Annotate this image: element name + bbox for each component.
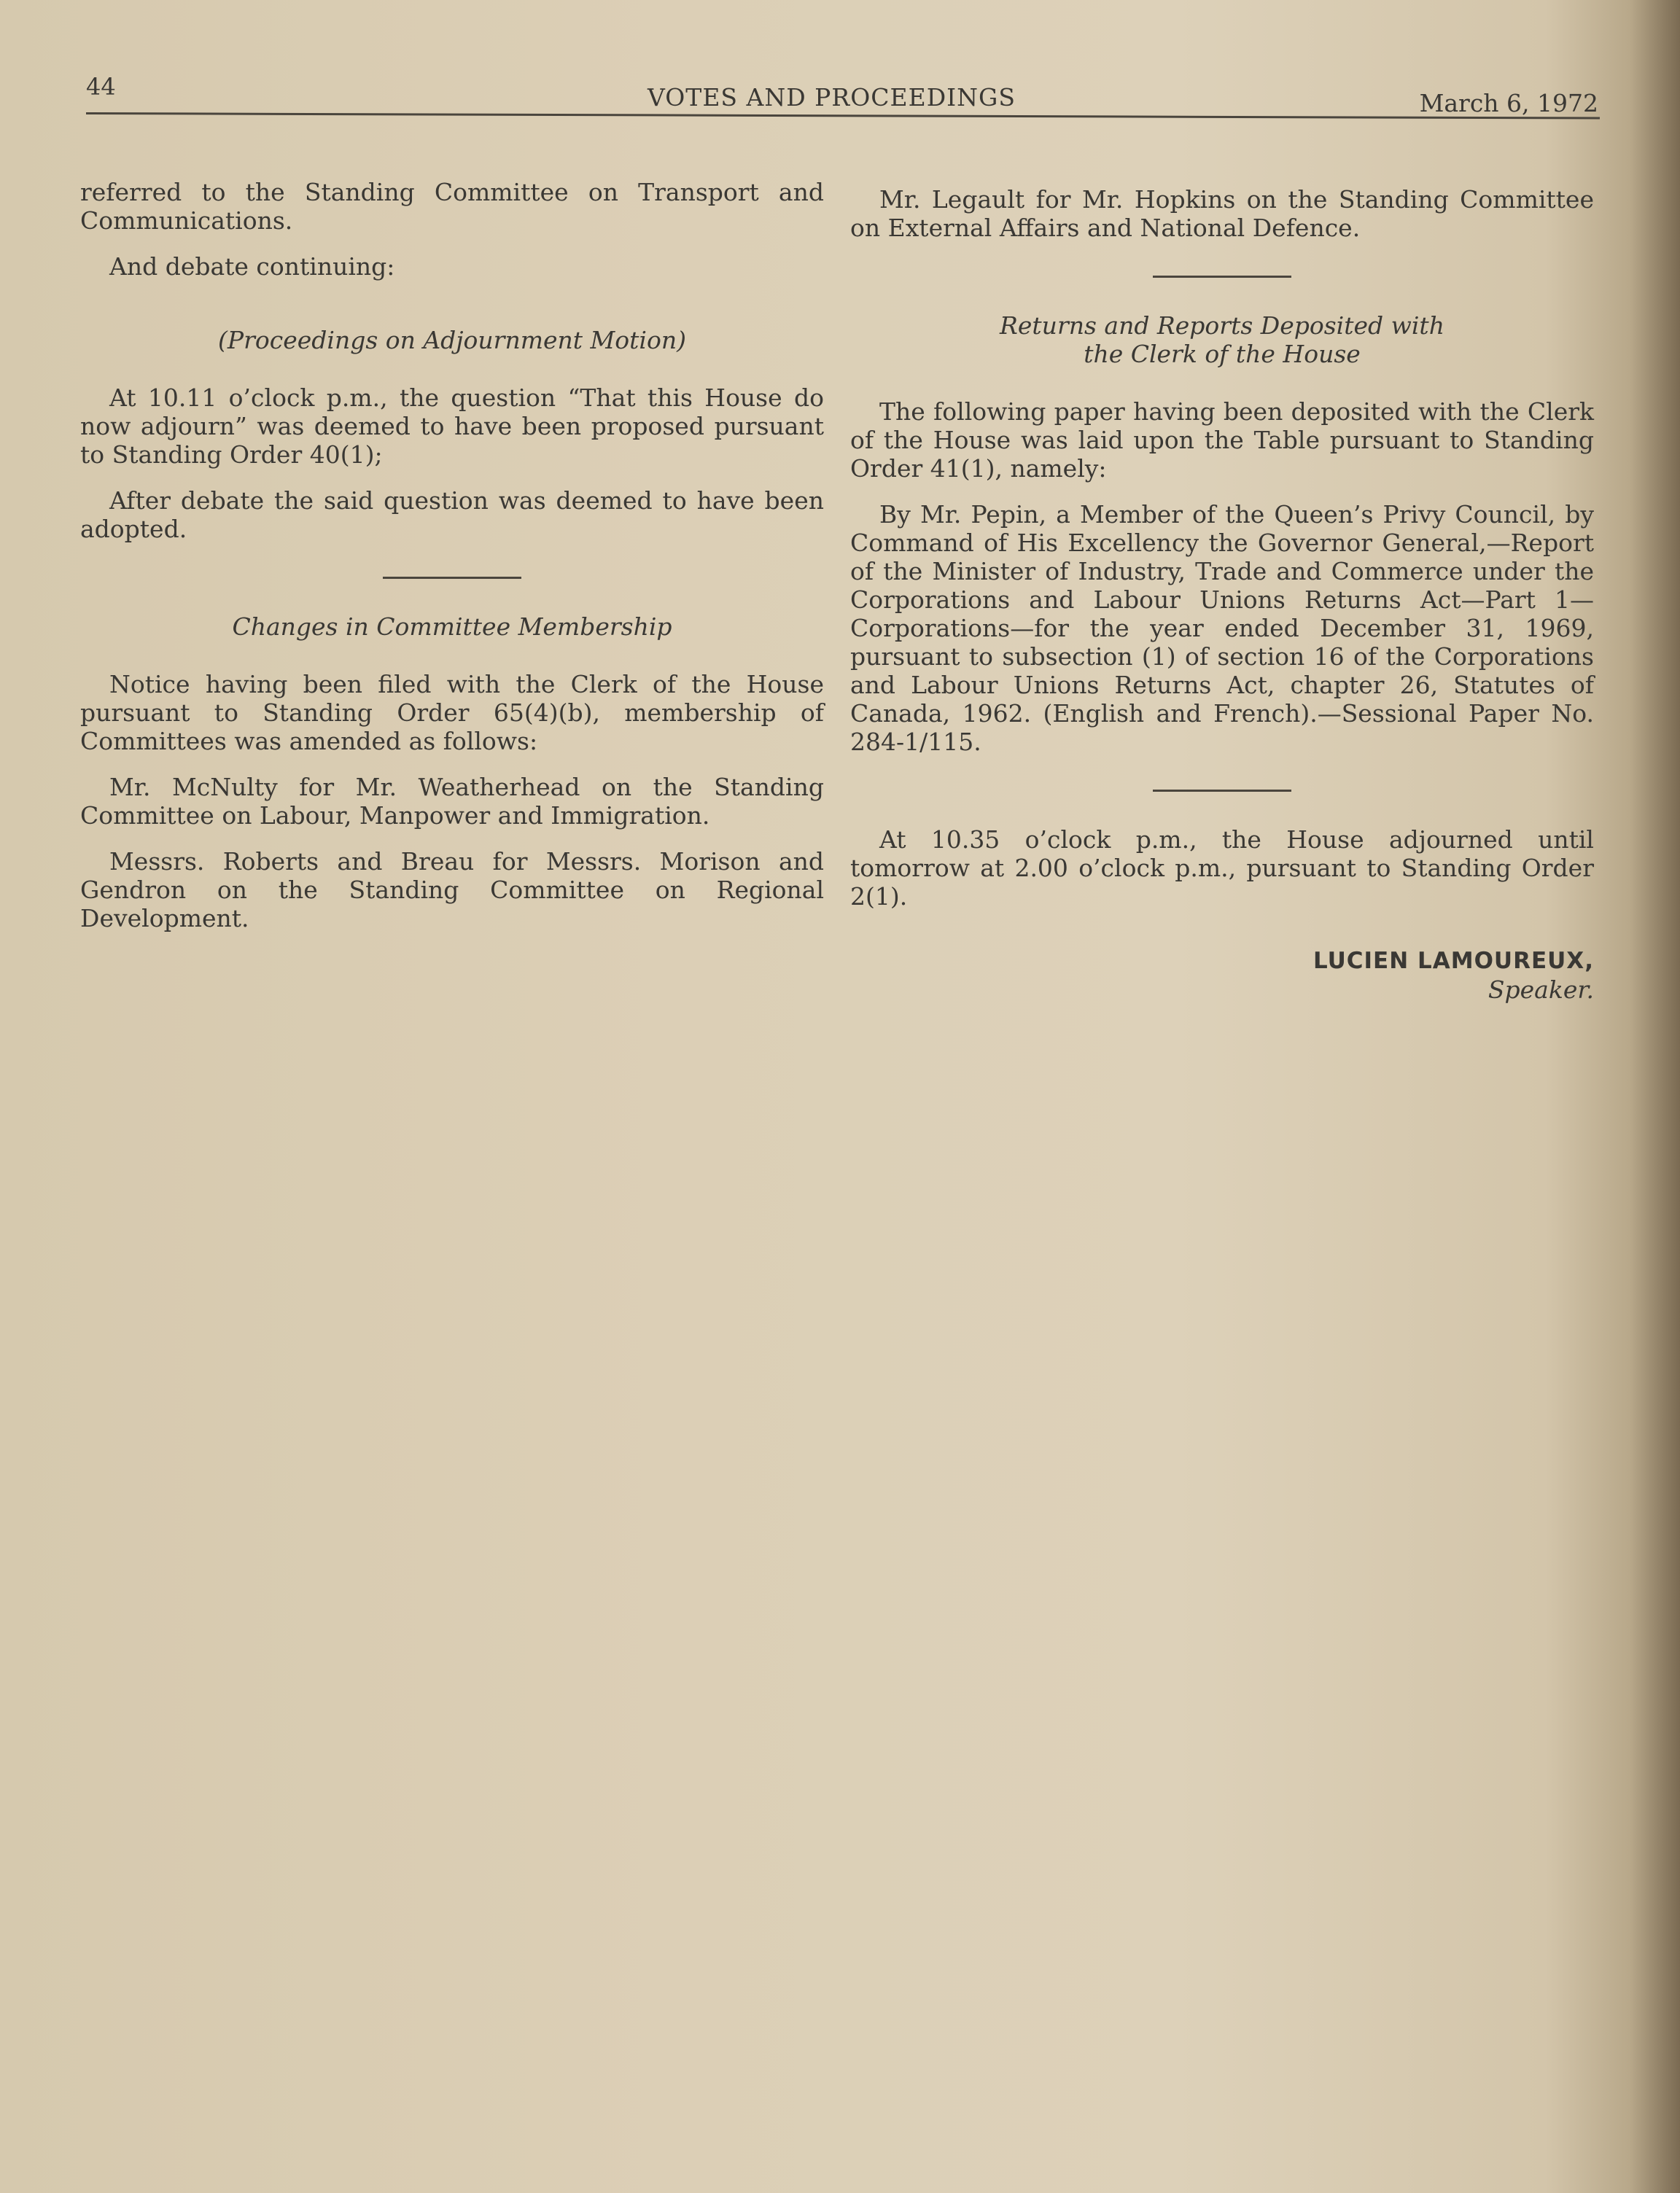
paragraph: At 10.35 o’clock p.m., the House adjourned until tomorrow at 2.00 o’clock p.m., pursuant to Standing Order 2(1). <box>850 825 1594 911</box>
right-column <box>850 185 1594 1004</box>
section-heading: (Proceedings on Adjournment Motion) <box>218 326 686 354</box>
page-header <box>86 73 1598 117</box>
paragraph: And debate continuing: <box>109 252 395 281</box>
paragraph: The following paper having been deposited with the Clerk of the House was laid upon the Table pursuant to Standing Order 41(1), namely: <box>850 397 1594 483</box>
paragraph: At 10.11 o’clock p.m., the question “That this House do now adjourn” was deemed to have been proposed pursuant to Standing Order 40(1); <box>80 383 824 469</box>
section-heading: Changes in Committee Membership <box>232 612 672 641</box>
left-column <box>80 178 824 950</box>
section-divider <box>383 577 521 579</box>
paragraph: By Mr. Pepin, a Member of the Queen’s Privy Council, by Command of His Excellency the Governor General,—Report of the Minister of Industry, Trade and Commerce under the Corporations and Labour Unions Returns Act—Part 1—Corporations—for the year ended December 31, 1969, pursuant to subsection (1) of section 16 of the Corporations and Labour Unions Returns Act, chapter 26, Statutes of Canada, 1962. (English and French).—Sessional Paper No. 284-1/115. <box>850 500 1594 756</box>
paragraph: Mr. Legault for Mr. Hopkins on the Standing Committee on External Affairs and National Defence. <box>850 185 1594 242</box>
heading-line: the Clerk of the House <box>1084 340 1361 368</box>
running-title: VOTES AND PROCEEDINGS <box>648 83 1016 112</box>
paragraph: Mr. McNulty for Mr. Weatherhead on the Standing Committee on Labour, Manpower and Immigration. <box>80 773 824 830</box>
section-divider <box>1153 276 1291 278</box>
paragraph: referred to the Standing Committee on Transport and Communications. <box>80 178 824 235</box>
paragraph: After debate the said question was deemed to have been adopted. <box>80 486 824 543</box>
header-date: March 6, 1972 <box>1419 89 1598 117</box>
signature-block <box>850 947 1594 1004</box>
page-number: 44 <box>86 73 116 101</box>
section-heading <box>850 311 1594 368</box>
section-divider <box>1153 790 1291 792</box>
signature-name: LUCIEN LAMOUREUX, <box>1312 948 1594 974</box>
heading-line: Returns and Reports Deposited with <box>1000 311 1444 340</box>
paragraph: Notice having been filed with the Clerk of the House pursuant to Standing Order 65(4)(b), membership of Committees was amended as follows: <box>80 670 824 755</box>
signature-title: Speaker. <box>1488 975 1594 1004</box>
paragraph: Messrs. Roberts and Breau for Messrs. Morison and Gendron on the Standing Committee on Regional Development. <box>80 847 824 932</box>
